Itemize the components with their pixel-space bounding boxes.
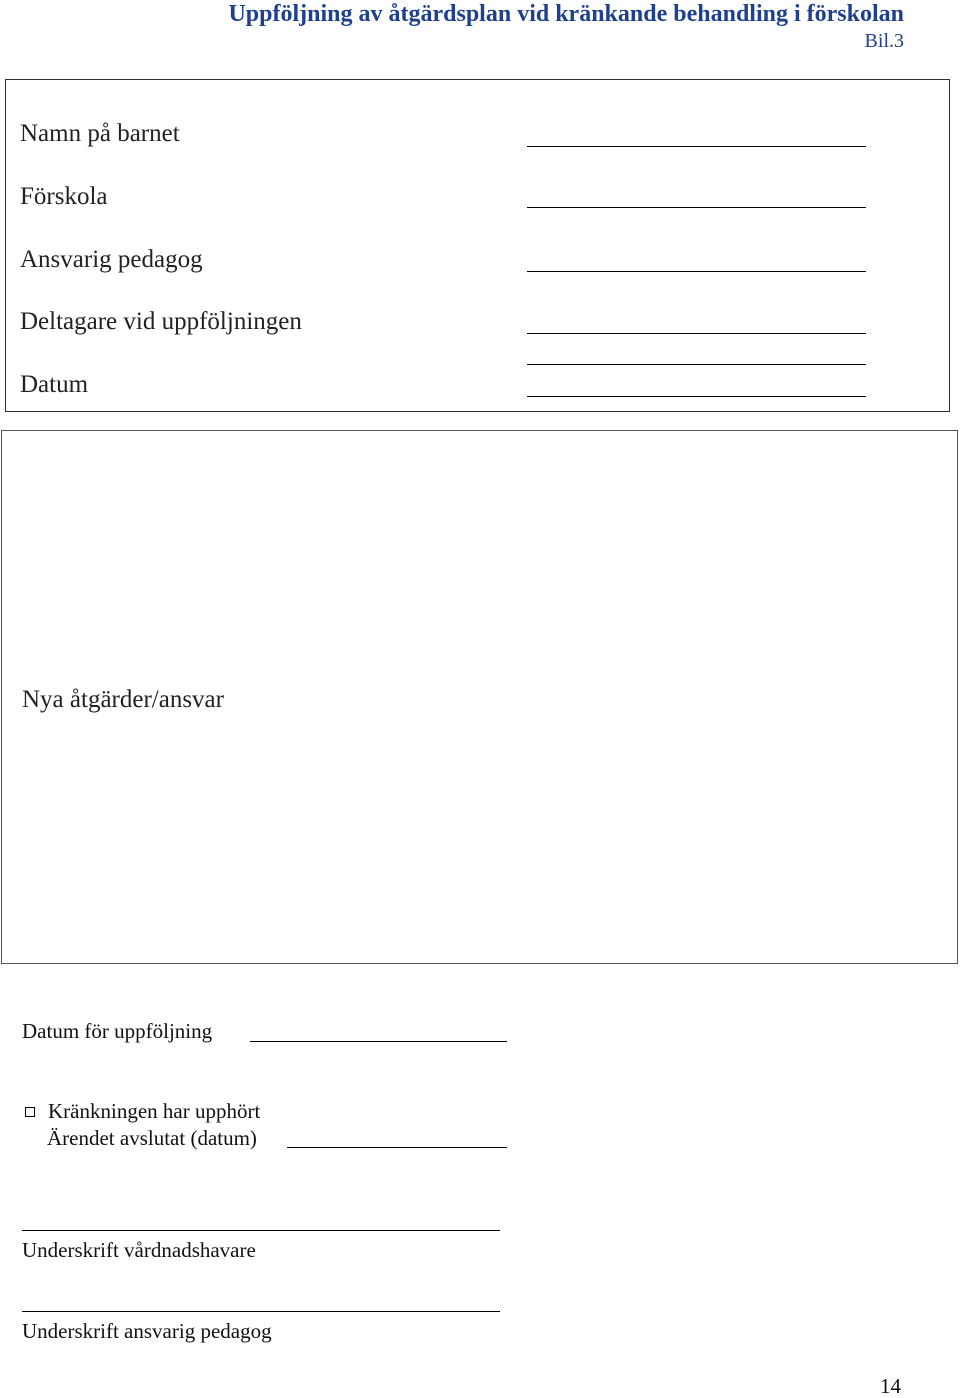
participants-field-line-2[interactable] (527, 364, 866, 365)
offense-stopped-checkbox[interactable] (25, 1107, 35, 1117)
responsible-teacher-field[interactable] (527, 271, 866, 272)
participants-label: Deltagare vid uppföljningen (20, 308, 302, 335)
teacher-signature-label: Underskrift ansvarig pedagog (22, 1319, 272, 1343)
teacher-signature-line[interactable] (22, 1311, 500, 1312)
case-closed-label: Ärendet avslutat (datum) (47, 1126, 257, 1150)
case-closed-date-field[interactable] (287, 1147, 507, 1148)
guardian-signature-label: Underskrift vårdnadshavare (22, 1238, 256, 1262)
document-title: Uppföljning av åtgärdsplan vid kränkande behandling i förskolan (228, 1, 904, 27)
participants-field-line-1[interactable] (527, 333, 866, 334)
child-name-label: Namn på barnet (20, 120, 180, 147)
preschool-field[interactable] (527, 207, 866, 208)
new-actions-label: Nya åtgärder/ansvar (22, 686, 224, 713)
date-label: Datum (20, 371, 89, 398)
guardian-signature-line[interactable] (22, 1230, 500, 1231)
preschool-label: Förskola (20, 183, 108, 210)
child-name-field[interactable] (527, 146, 866, 147)
responsible-teacher-label: Ansvarig pedagog (20, 246, 203, 273)
attachment-label: Bil.3 (864, 30, 904, 52)
followup-date-label: Datum för uppföljning (22, 1019, 213, 1043)
date-field[interactable] (527, 396, 866, 397)
offense-stopped-label: Kränkningen har upphört (48, 1099, 261, 1123)
followup-date-field[interactable] (250, 1041, 507, 1042)
page-number: 14 (880, 1374, 901, 1398)
